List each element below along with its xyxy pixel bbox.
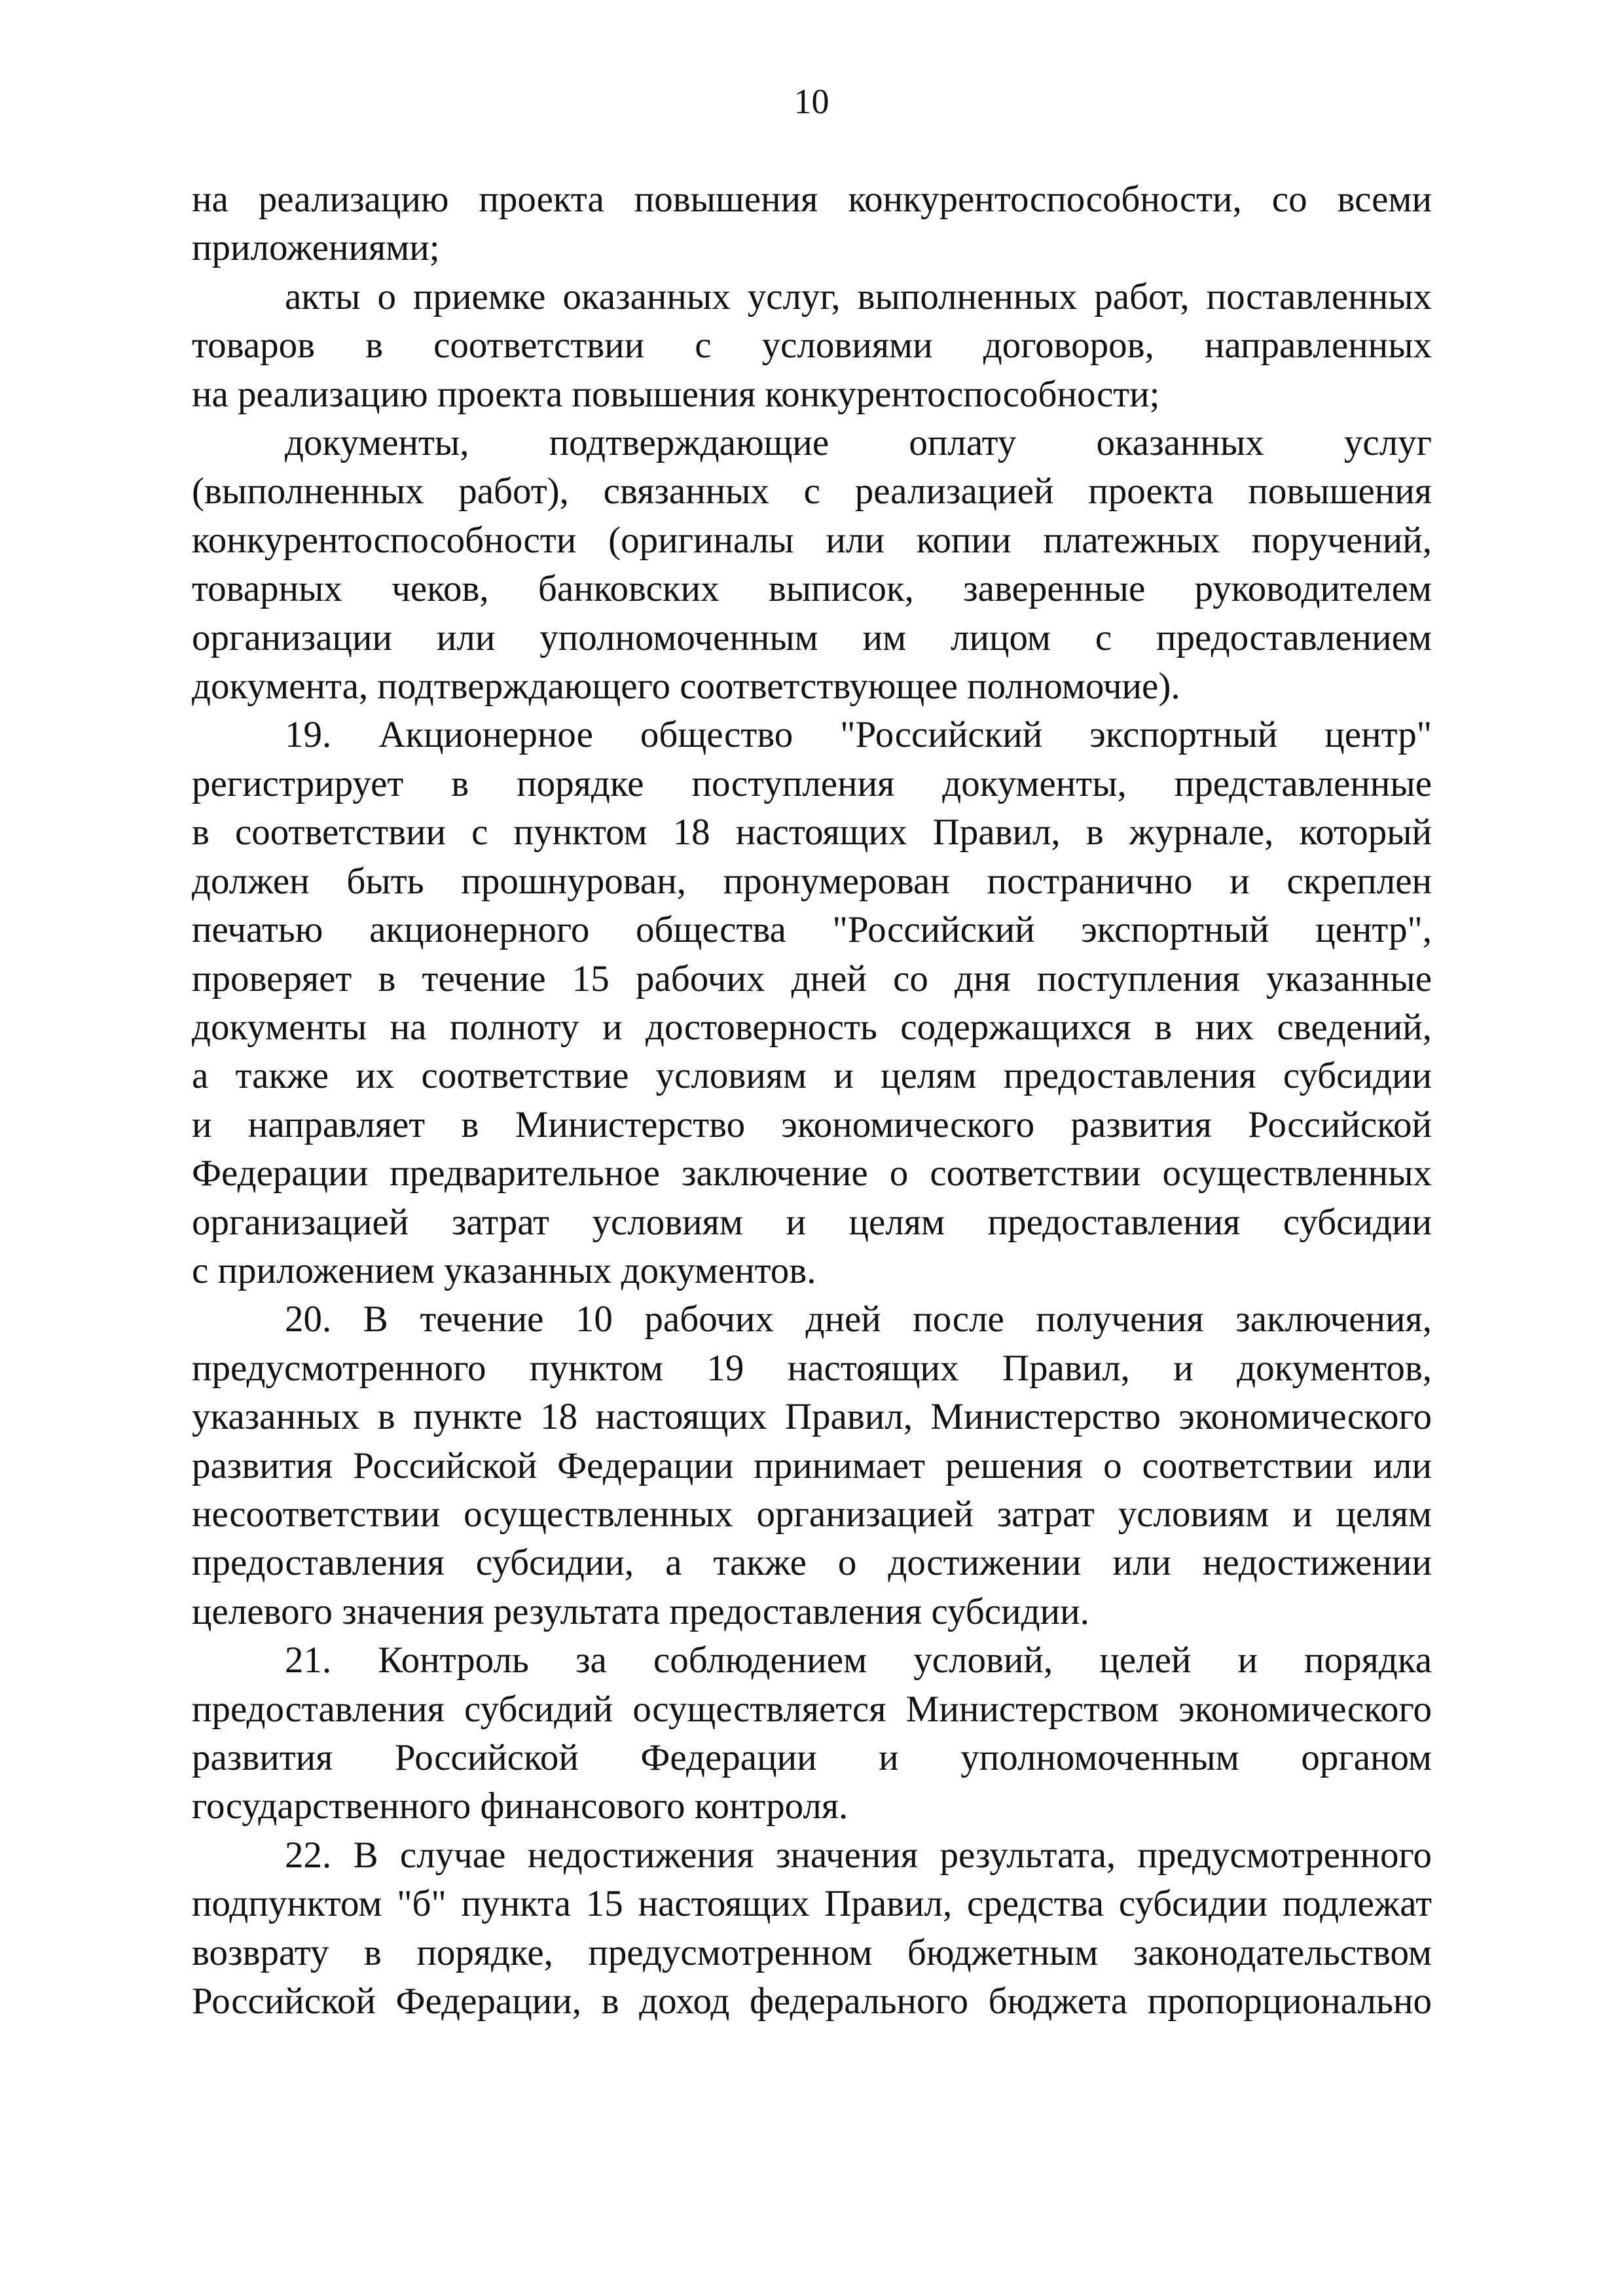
text-line: в соответствии с пунктом 18 настоящих Правил, в журнале, который: [192, 812, 1432, 853]
paragraph-item-20: [192, 1295, 1432, 1636]
text-line: проверяет в течение 15 рабочих дней со дня поступления указанные: [192, 958, 1432, 999]
text-line: регистрирует в порядке поступления документы, представленные: [192, 762, 1432, 804]
text-line: приложениями;: [192, 227, 440, 269]
text-line: развития Российской Федерации принимает решения о соответствии или: [192, 1444, 1432, 1486]
text-line: несоответствии осуществленных организацией затрат условиям и целям: [192, 1493, 1432, 1535]
paragraph-item-22: [192, 1831, 1432, 2026]
text-line: указанных в пункте 18 настоящих Правил, Министерство экономического: [192, 1396, 1432, 1438]
text-line: и направляет в Министерство экономического развития Российской: [192, 1103, 1432, 1145]
text-line: а также их соответствие условиям и целям предоставления субсидии: [192, 1055, 1432, 1097]
text-line: печатью акционерного общества "Российский экспортный центр",: [192, 909, 1432, 951]
text-line: (выполненных работ), связанных с реализацией проекта повышения: [192, 471, 1432, 512]
text-line: на реализацию проекта повышения конкурентоспособности;: [192, 373, 1160, 415]
text-line: 19. Акционерное общество "Российский экспортный центр": [285, 714, 1432, 756]
text-line: 21. Контроль за соблюдением условий, целей и порядка: [285, 1640, 1432, 1681]
paragraph-item-21: [192, 1636, 1432, 1831]
text-line: документы на полноту и достоверность содержащихся в них сведений,: [192, 1006, 1432, 1048]
text-line: на реализацию проекта повышения конкурентоспособности, со всеми: [192, 179, 1432, 220]
text-line: акты о приемке оказанных услуг, выполненных работ, поставленных: [285, 276, 1432, 317]
page-number: 10: [793, 82, 830, 121]
text-line: документа, подтверждающего соответствующее полномочие).: [192, 666, 1180, 708]
text-line: государственного финансового контроля.: [192, 1785, 848, 1827]
text-line: Российской Федерации, в доход федерального бюджета пропорционально: [192, 1981, 1432, 2022]
paragraph: [192, 273, 1432, 419]
text-line: целевого значения результата предоставления субсидии.: [192, 1590, 1089, 1632]
text-line: предусмотренного пунктом 19 настоящих Правил, и документов,: [192, 1347, 1432, 1389]
paragraph-item-19: [192, 711, 1432, 1295]
text-line: конкурентоспособности (оригиналы или копии платежных поручений,: [192, 519, 1432, 561]
text-line: товаров в соответствии с условиями договоров, направленных: [192, 325, 1432, 367]
text-line: Федерации предварительное заключение о соответствии осуществленных: [192, 1153, 1432, 1194]
text-line: товарных чеков, банковских выписок, заверенные руководителем: [192, 568, 1432, 610]
text-line: с приложением указанных документов.: [192, 1249, 816, 1291]
text-line: подпунктом "б" пункта 15 настоящих Правил, средства субсидии подлежат: [192, 1883, 1432, 1925]
text-line: предоставления субсидии, а также о достижении или недостижении: [192, 1542, 1432, 1584]
text-line: организацией затрат условиям и целям предоставления субсидии: [192, 1201, 1432, 1243]
text-line: развития Российской Федерации и уполномоченным органом: [192, 1737, 1432, 1778]
text-line: возврату в порядке, предусмотренном бюджетным законодательством: [192, 1931, 1432, 1973]
text-line: предоставления субсидий осуществляется Министерством экономического: [192, 1688, 1432, 1730]
document-body: [192, 175, 1432, 2026]
paragraph: [192, 419, 1432, 711]
text-line: 22. В случае недостижения значения результата, предусмотренного: [285, 1834, 1432, 1876]
text-line: 20. В течение 10 рабочих дней после получения заключения,: [285, 1299, 1432, 1340]
paragraph: [192, 175, 1432, 273]
text-line: документы, подтверждающие оплату оказанных услуг: [285, 422, 1432, 464]
text-line: должен быть прошнурован, пронумерован постранично и скреплен: [192, 860, 1432, 902]
text-line: организации или уполномоченным им лицом с предоставлением: [192, 617, 1432, 658]
